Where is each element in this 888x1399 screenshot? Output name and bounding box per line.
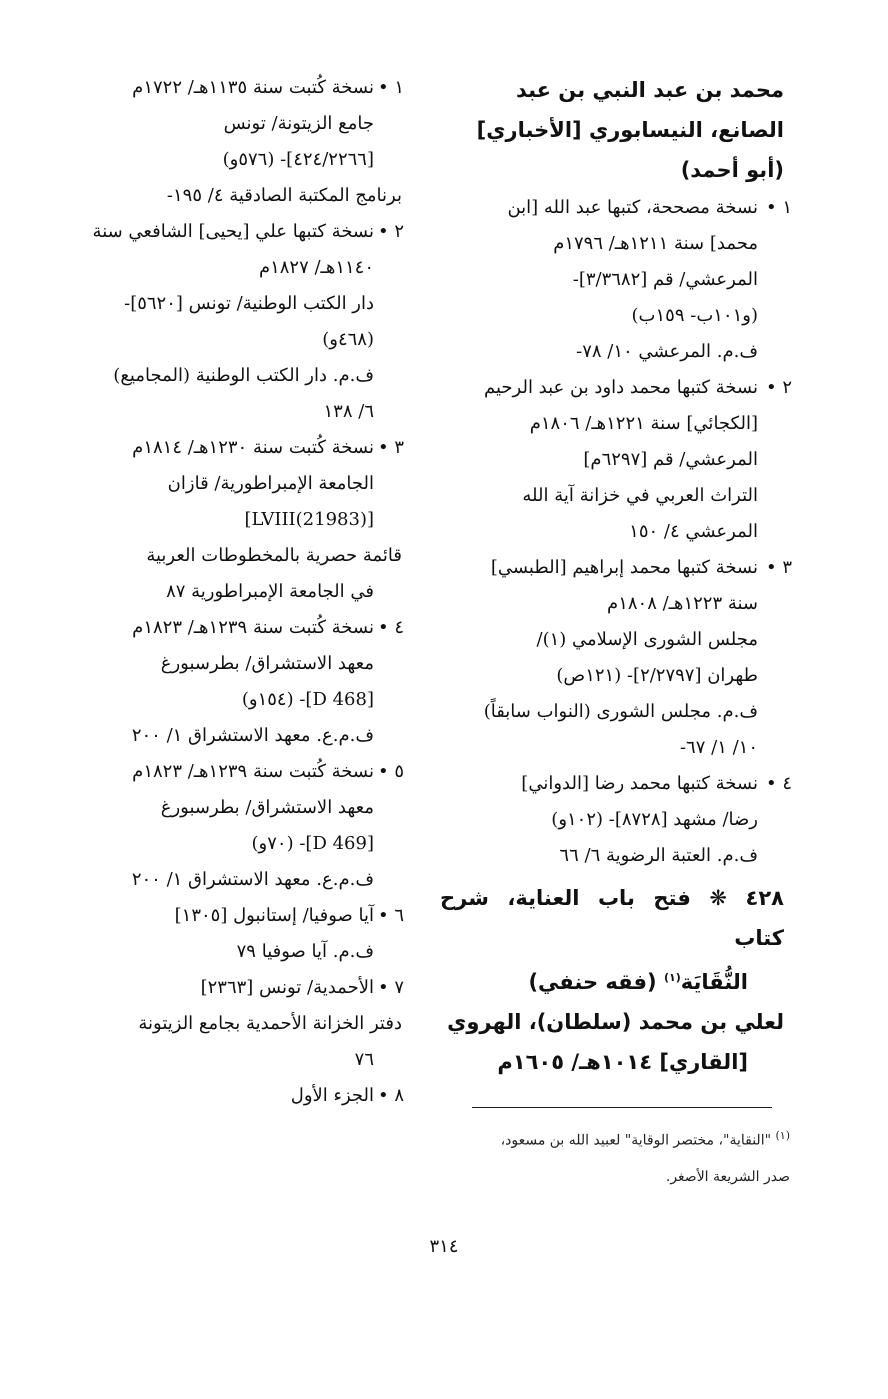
manuscript-line: المرعشي ٤/ ١٥٠ [629, 521, 758, 542]
manuscript-line: ف.م.ع. معهد الاستشراق ١/ ٢٠٠ [131, 725, 374, 746]
manuscript-line: نسخة مصححة، كتبها عبد الله [ابن [507, 197, 758, 218]
left-column [48, 70, 404, 1114]
author-heading [440, 70, 792, 190]
manuscript-item [48, 1078, 404, 1114]
author-heading-line: الصانع، النيسابوري [الأخباري] [476, 118, 784, 142]
manuscript-line: المرعشي/ قم [٣/٣٦٨٢]- [572, 269, 758, 290]
manuscript-line: معهد الاستشراق/ بطرسبورغ [160, 653, 374, 674]
manuscript-line: ف.م. آيا صوفيا ٧٩ [236, 941, 374, 962]
manuscript-line: نسخة كُتبت سنة ١٢٣٠هـ/ ١٨١٤م [132, 437, 374, 458]
manuscript-line: طهران [٢/٢٧٩٧]- (١٢١ص) [556, 665, 758, 686]
manuscript-item [440, 766, 792, 874]
manuscript-line: [LVIII(21983)] [244, 509, 374, 530]
manuscript-item [48, 898, 404, 970]
item-number: ٨ • [377, 1085, 404, 1106]
item-number: ٥ • [377, 761, 404, 782]
item-number: ٣ • [377, 437, 404, 458]
manuscript-line: [D 468]- (١٥٤و) [241, 689, 374, 710]
item-number: ١ • [377, 77, 404, 98]
manuscript-line: مجلس الشورى الإسلامي (١)/ [536, 629, 758, 650]
item-number: ٧ • [377, 977, 404, 998]
footnote-text: "النقاية"، مختصر الوقاية" لعبيد الله بن مسعود، [500, 1132, 772, 1149]
page-number: ٣١٤ [429, 1236, 459, 1257]
author-heading-line: (أبو أحمد) [680, 158, 784, 182]
manuscript-line: الجزء الأول [290, 1085, 374, 1106]
footnote-line-1 [440, 1118, 790, 1159]
manuscript-line: نسخة كتبها محمد إبراهيم [الطبسي] [490, 557, 758, 578]
manuscript-line: ١١٤٠هـ/ ١٨٢٧م [258, 257, 374, 278]
item-number: ٤ • [765, 773, 792, 794]
manuscript-line: [D 469]- (٧٠و) [251, 833, 374, 854]
manuscript-line: نسخة كُتبت سنة ١١٣٥هـ/ ١٧٢٢م [132, 77, 374, 98]
entry-author-line: لعلي بن محمد (سلطان)، الهروي [447, 1010, 784, 1034]
manuscript-line: نسخة كتبها محمد رضا [الدواني] [521, 773, 758, 794]
item-number: ٢ • [765, 377, 792, 398]
item-number: ٢ • [377, 221, 404, 242]
item-number: ٤ • [377, 617, 404, 638]
entry-title-line-2 [440, 958, 784, 1002]
manuscript-line: ف.م. دار الكتب الوطنية (المجاميع) [113, 365, 374, 386]
footnote-divider [472, 1107, 772, 1108]
manuscript-line: آيا صوفيا/ إستانبول [١٣٠٥] [174, 905, 374, 926]
item-number: ١ • [765, 197, 792, 218]
manuscript-item [48, 70, 404, 214]
manuscript-item [48, 970, 404, 1078]
author-heading-line: محمد بن عبد النبي بن عبد [515, 78, 784, 102]
manuscript-line: رضا/ مشهد [٨٧٢٨]- (١٠٢و) [551, 809, 758, 830]
manuscript-item [48, 754, 404, 898]
entry-author-line: [القاري] ١٠١٤هـ/ ١٦٠٥م [497, 1050, 748, 1074]
item-number: ٣ • [765, 557, 792, 578]
manuscript-item [48, 430, 404, 610]
manuscript-item [48, 610, 404, 754]
manuscript-line: نسخة كُتبت سنة ١٢٣٩هـ/ ١٨٢٣م [132, 761, 374, 782]
manuscript-line: ف.م. المرعشي ١٠/ ٧٨- [576, 341, 758, 362]
manuscript-line: ٦/ ١٣٨ [323, 401, 374, 422]
manuscript-line: المرعشي/ قم [٦٢٩٧م] [583, 449, 758, 470]
manuscript-line: (و١٠١ب- ١٥٩ب) [631, 305, 758, 326]
manuscript-item [440, 550, 792, 766]
manuscript-line: دار الكتب الوطنية/ تونس [٥٦٢٠]- [124, 293, 374, 314]
manuscript-line: نسخة كتبها محمد داود بن عبد الرحيم [483, 377, 758, 398]
right-column [440, 70, 792, 1082]
manuscript-list [48, 70, 404, 1114]
manuscript-line: [الكجائي] سنة ١٢٢١هـ/ ١٨٠٦م [529, 413, 758, 434]
manuscript-item [440, 370, 792, 550]
manuscript-line: الأحمدية/ تونس [٢٣٦٣] [200, 977, 374, 998]
footnote-text: صدر الشريعة الأصغر. [665, 1168, 790, 1185]
manuscript-line: الجامعة الإمبراطورية/ قازان [167, 473, 374, 494]
manuscript-line: [٤٢٤/٢٢٦٦]- (٥٧٦و) [222, 149, 374, 170]
catalog-reference: في الجامعة الإمبراطورية ٨٧ [166, 581, 374, 602]
manuscript-line: ف.م.ع. معهد الاستشراق ١/ ٢٠٠ [131, 869, 374, 890]
entry-title-word: النُّقَايَة [680, 970, 748, 994]
footnote-marker: (١) [663, 971, 681, 984]
manuscript-line: نسخة كُتبت سنة ١٢٣٩هـ/ ١٨٢٣م [132, 617, 374, 638]
manuscript-line: ١٠/ ١/ ٦٧- [679, 737, 758, 758]
manuscript-line: نسخة كتبها علي [يحيى] الشافعي سنة [92, 221, 374, 242]
manuscript-line: (٤٦٨و) [322, 329, 374, 350]
manuscript-item [440, 190, 792, 370]
manuscript-line: محمد] سنة ١٢١١هـ/ ١٧٩٦م [553, 233, 758, 254]
entry-subject: (فقه حنفي) [528, 970, 657, 994]
catalog-reference: ٧٦ [354, 1049, 374, 1070]
footnote [440, 1118, 790, 1195]
footnote-marker: (١) [775, 1129, 790, 1142]
manuscript-line: التراث العربي في خزانة آية الله [522, 485, 758, 506]
manuscript-line: سنة ١٢٢٣هـ/ ١٨٠٨م [607, 593, 758, 614]
manuscript-line: معهد الاستشراق/ بطرسبورغ [160, 797, 374, 818]
manuscript-item [48, 214, 404, 430]
entry-428-heading [440, 878, 792, 1082]
manuscript-list [440, 190, 792, 874]
manuscript-line: ف.م. العتبة الرضوية ٦/ ٦٦ [559, 845, 758, 866]
catalog-reference: دفتر الخزانة الأحمدية بجامع الزيتونة [138, 1013, 402, 1034]
manuscript-line: جامع الزيتونة/ تونس [223, 113, 374, 134]
catalog-reference: قائمة حصرية بالمخطوطات العربية [146, 545, 402, 566]
manuscript-line: ف.م. مجلس الشورى (النواب سابقاً) [483, 701, 758, 722]
catalog-reference: برنامج المكتبة الصادقية ٤/ ١٩٥- [166, 185, 402, 206]
item-number: ٦ • [377, 905, 404, 926]
entry-title-line: ٤٢٨ ❋ فتح باب العناية، شرح كتاب [440, 886, 784, 950]
